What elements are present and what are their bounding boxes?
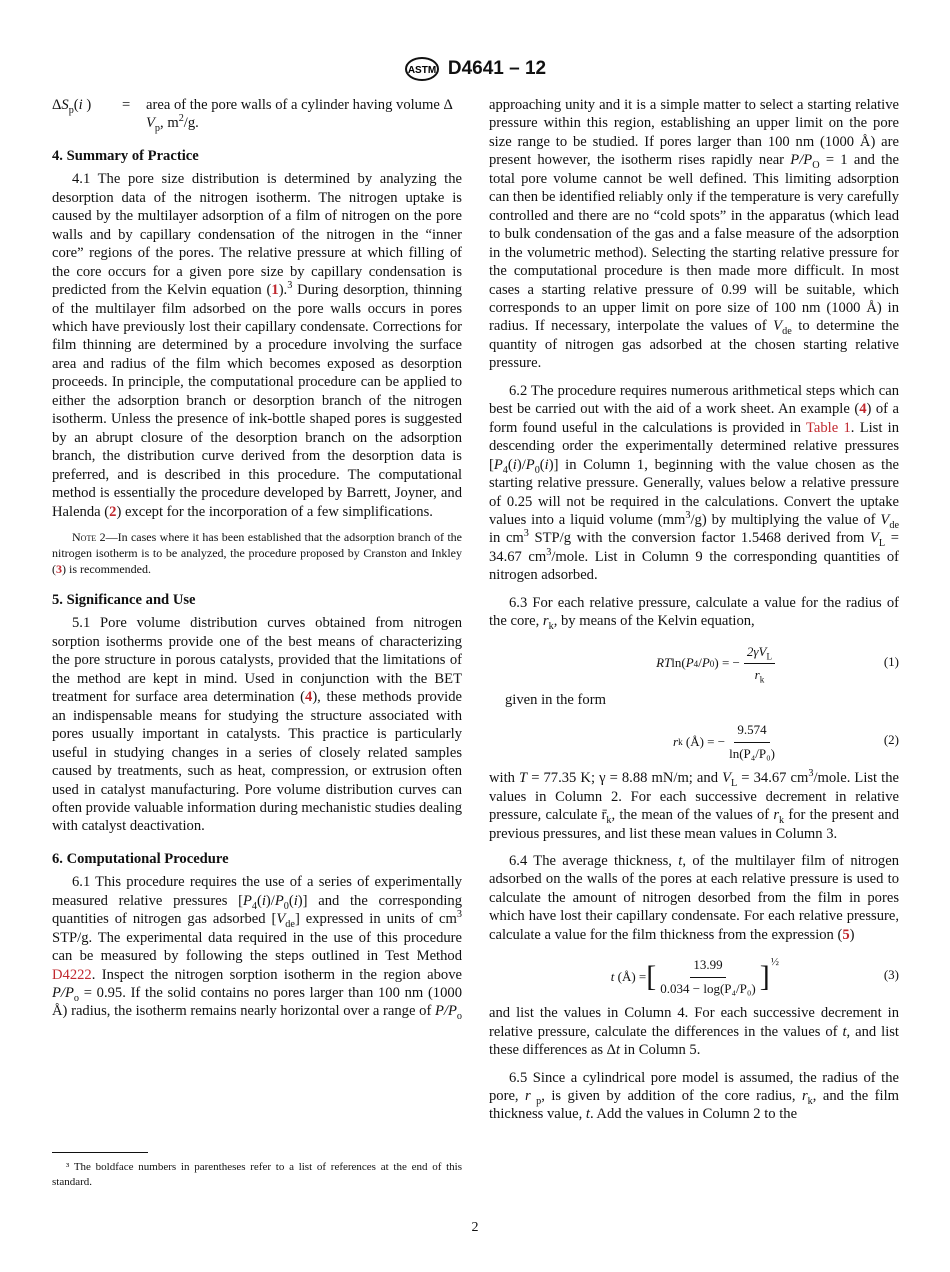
subscript: k [606,814,612,826]
eq3-denominator: 0.034 − log(P₄/P₀) [660,980,756,996]
text-run: )/ [516,456,526,473]
subscript: L [730,778,738,790]
subscript: k [548,621,554,633]
text-run: = 1 and the total pore volume cannot be well defined. This limiting adsorption can then be identified reliably only if the temperature is very carefully controlled and there are no “cold spots” in the apparatus (which lead to bulk condensation of the gas and a false measure of the adsorption in the volumetric method). Selecting the starting relative pressure for the computational procedure is then made more difficult. In most cases a starting relative pressure of 0.99 will be suitable, which corresponds to an upper limit on pore size of 100 nm (1000 Å) in radius. If necessary, interpolate the values of [489,152,899,335]
paragraph-6-1-continued [489,96,899,373]
text-run: 6.5 Since a cylindrical pore model is assumed, the radius of the pore, [489,1069,899,1105]
page-header [0,56,950,82]
italic-symbol: i [261,892,266,909]
superscript: 3 [523,528,529,540]
superscript: 3 [685,510,691,522]
text-run: , is given by addition of the core radius, [541,1088,802,1105]
paragraph-6-4 [489,852,899,944]
text-run: ( [73,97,79,113]
eq1-close: ) [714,655,719,671]
superscript: 3 [546,547,552,559]
subscript: de [889,519,899,531]
equation-2: r k (Å) = − $\frac{9.574}{\text{ln(P₄/P₀)}}$ (2) [489,717,899,763]
paragraph-5-1 [52,614,462,835]
italic-symbol: r [525,1088,531,1105]
eq1-denominator: r [754,667,760,683]
subscript: 0 [283,900,289,912]
section-5-heading: 5. Significance and Use [52,591,196,608]
note-2 [52,529,462,577]
italic-symbol: r [773,807,780,824]
eq2-fraction [729,721,775,763]
text-run: = 34.67 cm [737,770,809,787]
text-run: STP/g with the conversion factor 1.5468 derived from [528,530,870,547]
italic-symbol: V [880,511,890,528]
eq2-number: (2) [883,732,899,748]
subscript: 4 [502,464,508,476]
italic-symbol: i [512,456,517,473]
text-run: )] in Column 1, beginning with the value chosen as the starting relative pressure. Generally, values below a relative pressure of 0.25 will not be required in the calculations. Convert the uptake values into a liquid volume (mm [489,456,899,528]
text-run: , and the film thickness value, [489,1088,900,1123]
reference-link[interactable]: 1 [271,282,279,299]
italic-symbol: P/P [435,1003,457,1020]
subscript: o [456,1011,462,1023]
eq3-right-bracket: ] [759,960,770,994]
reference-link[interactable]: 2 [109,503,117,520]
italic-symbol: V [869,530,879,547]
italic-symbol: P [242,892,252,909]
equation-1: RT ln( P 4 / P 0 ) = − $\frac{2\gamma V_L}{r_k}$ (1) [656,643,899,685]
text-run: 5.1 Pore volume distribution curves obtained from nitrogen sorption isotherms provide one of the best means of characterizing the pore structure in porous catalysts, provided that the limitations of the method are kept in mind. Used in conjunction with the BET treatment for surface area determination ( [52,615,462,706]
text-run: STP/g. The experimental data required in the use of this procedure can be measured by following the steps outlined in Test Method [52,929,462,965]
reference-link[interactable]: 4 [305,689,313,706]
subscript: 4 [251,900,257,912]
svg-text:ASTM: ASTM [407,65,437,76]
eq1-number: (1) [883,653,899,669]
eq3-equals: = [638,968,647,984]
text-run: ³ The boldface numbers in parentheses refer to a list of references at the end of this standard. [52,1161,462,1188]
superscript: 3 [287,280,293,292]
text-run: with [489,770,520,787]
text-run: ) [849,926,855,943]
subscript: p [530,1095,542,1107]
italic-symbol: P/P [52,985,74,1002]
subscript: L [878,538,886,550]
eq2-denominator: ln(P₄/P₀) [729,745,775,761]
paragraph-6-3 [489,594,899,631]
italic-symbol: i [544,456,549,473]
text-run: in Column 5. [620,1042,701,1059]
paragraph-6-1 [52,873,462,1021]
page-number: 2 [471,1220,479,1235]
text-run: ) of a form found useful in the calculations is provided in [489,401,899,436]
text-run: /g) by multiplying the value of [690,511,881,528]
superscript: 2 [178,113,184,125]
text-run: /mole. List in Column 9 the corresponding quantities of nitrogen adsorbed. [489,548,899,584]
italic-symbol: r [542,613,549,630]
eq1-p4: P [685,655,694,671]
subscript: 0 [534,464,540,476]
eq3-t: t [610,968,615,984]
text-run: ) except for the incorporation of a few simplifications. [116,503,433,520]
text-run: )] and the corresponding quantities of nitrogen gas adsorbed [ [52,892,462,928]
text-run: in cm [489,530,524,547]
designation: D4641 – 12 [447,58,547,79]
subscript: k [807,1095,813,1107]
section-6-heading: 6. Computational Procedure [52,850,229,867]
paragraph-6-5 [489,1069,899,1124]
eq1-fraction [744,643,775,685]
note-label: Note [72,529,97,544]
eq1-equals: = − [721,655,740,671]
text-run: /g. [183,115,199,132]
text-run: ), these methods provide an indispensable means for studying the structure associated with pores usually important in catalysts. This practice is particularly useful in studying changes in a series of closely related samples caused by treatments, such as heat, compression, or extrusion often used in catalyst manufacturing. Pore volume distribution curves can often provide valuable information during mechanistic studies dealing with catalyst deactivation. [52,689,462,835]
text-run: 4.1 The pore size distribution is determined by analyzing the desorption data of the nitrogen isotherm. The nitrogen uptake is caused by the multilayer adsorption of a film of nitrogen on the pore walls and by capillary condensation of the nitrogen in the “inner core” regions of the pores. The relative pressure at which filling of the core occurs for a given pore size by capillary condensation is predicted from the Kelvin equation ( [52,171,462,299]
eq1-numsub: L [766,651,772,662]
text-run: area of the pore walls of a cylinder having volume Δ [146,97,453,113]
eq1-numerator: 2γV [746,643,767,659]
superscript: 3 [808,768,814,780]
italic-symbol: t [616,1042,621,1059]
text-run: 2—In cases where it has been established that the adsorption branch of the nitrogen isotherm is to be analyzed, the procedure proposed by Cranston and Inkley ( [52,529,462,576]
subscript: p [154,123,161,135]
eq2-numerator: 9.574 [734,721,769,742]
italic-symbol: t [842,1023,847,1040]
given-in-form [489,691,899,709]
text-run: and list the values in Column 4. For each successive decrement in relative pressure, calculate the differences in the values of [489,1005,899,1040]
left-column [52,96,462,1021]
definition-text [146,96,462,133]
astm-logo-icon [404,56,440,82]
text-run: given in the form [505,691,606,708]
text-run: , by means of the Kelvin equation, [553,613,755,630]
text-run: ( [539,456,545,473]
reference-link[interactable]: 5 [842,926,850,943]
reference-link[interactable]: 3 [56,561,62,576]
italic-symbol: V [146,115,155,132]
text-run: , m [160,115,179,132]
subscript: O [812,160,820,172]
eq1-ln: ln( [671,655,686,671]
right-column [489,96,899,1124]
eq2-r: r [673,733,679,749]
eq1-slash: / [698,655,702,671]
eq3-numerator: 13.99 [690,956,725,977]
text-run: ) [82,97,92,113]
italic-symbol: V [722,770,731,787]
text-run: Δ [52,97,62,113]
text-run: )/ [265,892,275,909]
eq3-unit: (Å) [617,968,636,984]
text-run: . Add the values in Column 2 to the [589,1106,798,1123]
eq3-left-bracket: [ [646,960,657,994]
paragraph-6-3-continued [489,769,899,843]
text-run: ) is recommended. [62,561,151,576]
eq3-fraction [660,956,756,998]
italic-symbol: P [493,456,503,473]
text-run: ). [278,282,288,299]
eq2-equals: = − [707,733,726,749]
italic-symbol: i [78,97,83,113]
italic-symbol: P [525,456,535,473]
eq1-densub: k [759,674,765,685]
text-run: ( [288,892,294,909]
text-run: for the present and previous pressures, and list these mean values in Column 3. [489,807,899,842]
subscript: k [779,814,785,826]
footnote-divider [52,1152,148,1153]
text-run: . List in descending order the experimentally determined relative pressures [ [489,419,900,473]
text-run: 6.4 The average thickness, [509,852,679,869]
eq2-unit: (Å) [685,733,704,749]
text-run: , of the multilayer film of nitrogen adsorbed on the walls of the pores at each relative pressure is used to calculate the amount of nitrogen desorbed from the film in pores which have lost their capillary condensate. For each relative pressure, calculate a value for the film thickness from the expression ( [489,852,899,943]
text-run: 6.2 The procedure requires numerous arithmetical steps which can best be carried out with the aid of a work sheet. An example ( [489,382,899,418]
italic-symbol: P/P [790,152,813,169]
eq1-rt: RT [656,655,672,671]
eq3-number: (3) [883,967,899,983]
text-run: = 0.95. If the solid contains no pores larger than 100 nm (1000 Å) radius, the isotherm remains nearly horizontal over a range of [52,985,462,1020]
italic-symbol: V [773,318,783,335]
eq1-p0: P [701,655,710,671]
paragraph-6-2 [489,382,899,585]
section-4-heading: 4. Summary of Practice [52,147,199,164]
italic-symbol: P [274,892,284,909]
text-run: ( [507,456,513,473]
italic-symbol: T [519,770,528,787]
cross-reference-link[interactable]: D4222 [52,966,92,983]
definition-row [52,96,462,133]
paragraph-4-1 [52,170,462,521]
superscript: 3 [456,909,462,921]
italic-symbol: S [61,97,69,113]
text-run: ( [256,892,262,909]
equation-3 [489,952,899,998]
subscript: de [285,919,295,931]
definition-equals: = [122,97,131,113]
text-run: . Inspect the nitrogen sorption isotherm in the region above [91,966,462,983]
italic-symbol: t [678,852,683,869]
paragraph-6-4-continued [489,1004,899,1059]
italic-symbol: V [276,911,286,928]
text-run: , the mean of the values of [611,807,774,824]
text-run: to determine the quantity of nitrogen gas adsorbed at the chosen starting relative pressure. [489,318,899,372]
eq3-exponent: ½ [770,956,779,969]
italic-symbol: i [293,892,298,909]
subscript: o [73,992,79,1004]
cross-reference-link[interactable]: Table 1 [806,419,851,436]
text-run: During desorption, thinning of the multilayer film adsorbed on the pore walls occurs in pores which have previously lost their capillary condensate. Corrections for film thinning are determined by a procedure involving the surface area and radius of the film which becomes exposed as desorption proceeds. In principle, the computational procedure can be applied to either the adsorption branch or desorption branch of the nitrogen isotherm. Unless the presence of ink-bottle shaped pores is suggested by an abrupt closure of the desorption branch on the adsorption branch, the distribution curve derived from the desorption data is preferred, and is described in this procedure. The computational method is essentially the procedure developed by Barrett, Joyner, and Halenda ( [52,282,463,520]
text-run: = 77.35 K; γ = 8.88 mN/m; and [527,770,723,787]
text-run: = 34.67 cm [489,530,899,565]
subscript: de [782,326,792,338]
italic-symbol: r [801,1088,808,1105]
definition-symbol [52,96,122,133]
italic-symbol: t [585,1106,590,1123]
text-run: 6.3 For each relative pressure, calculate a value for the radius of the core, [489,594,899,630]
text-run: ] expressed in units of cm [294,911,457,928]
text-run: /mole. List the values in Column 2. For each successive decrement in relative pressure, calculate r̄ [489,770,900,824]
text-run: , and list these differences as Δ [489,1023,899,1059]
footnote [52,1160,462,1190]
subscript: p [68,104,74,116]
reference-link[interactable]: 4 [859,401,867,418]
text-run: approaching unity and it is a simple matter to select a starting relative pressure within this region, establishing an upper limit on the pore size range to be studied. If pores larger than 100 nm (1000 Å) are present however, the isotherm rises rapidly near [489,97,899,169]
text-run: 6.1 This procedure requires the use of a series of experimentally measured relative pressures [ [52,874,462,909]
